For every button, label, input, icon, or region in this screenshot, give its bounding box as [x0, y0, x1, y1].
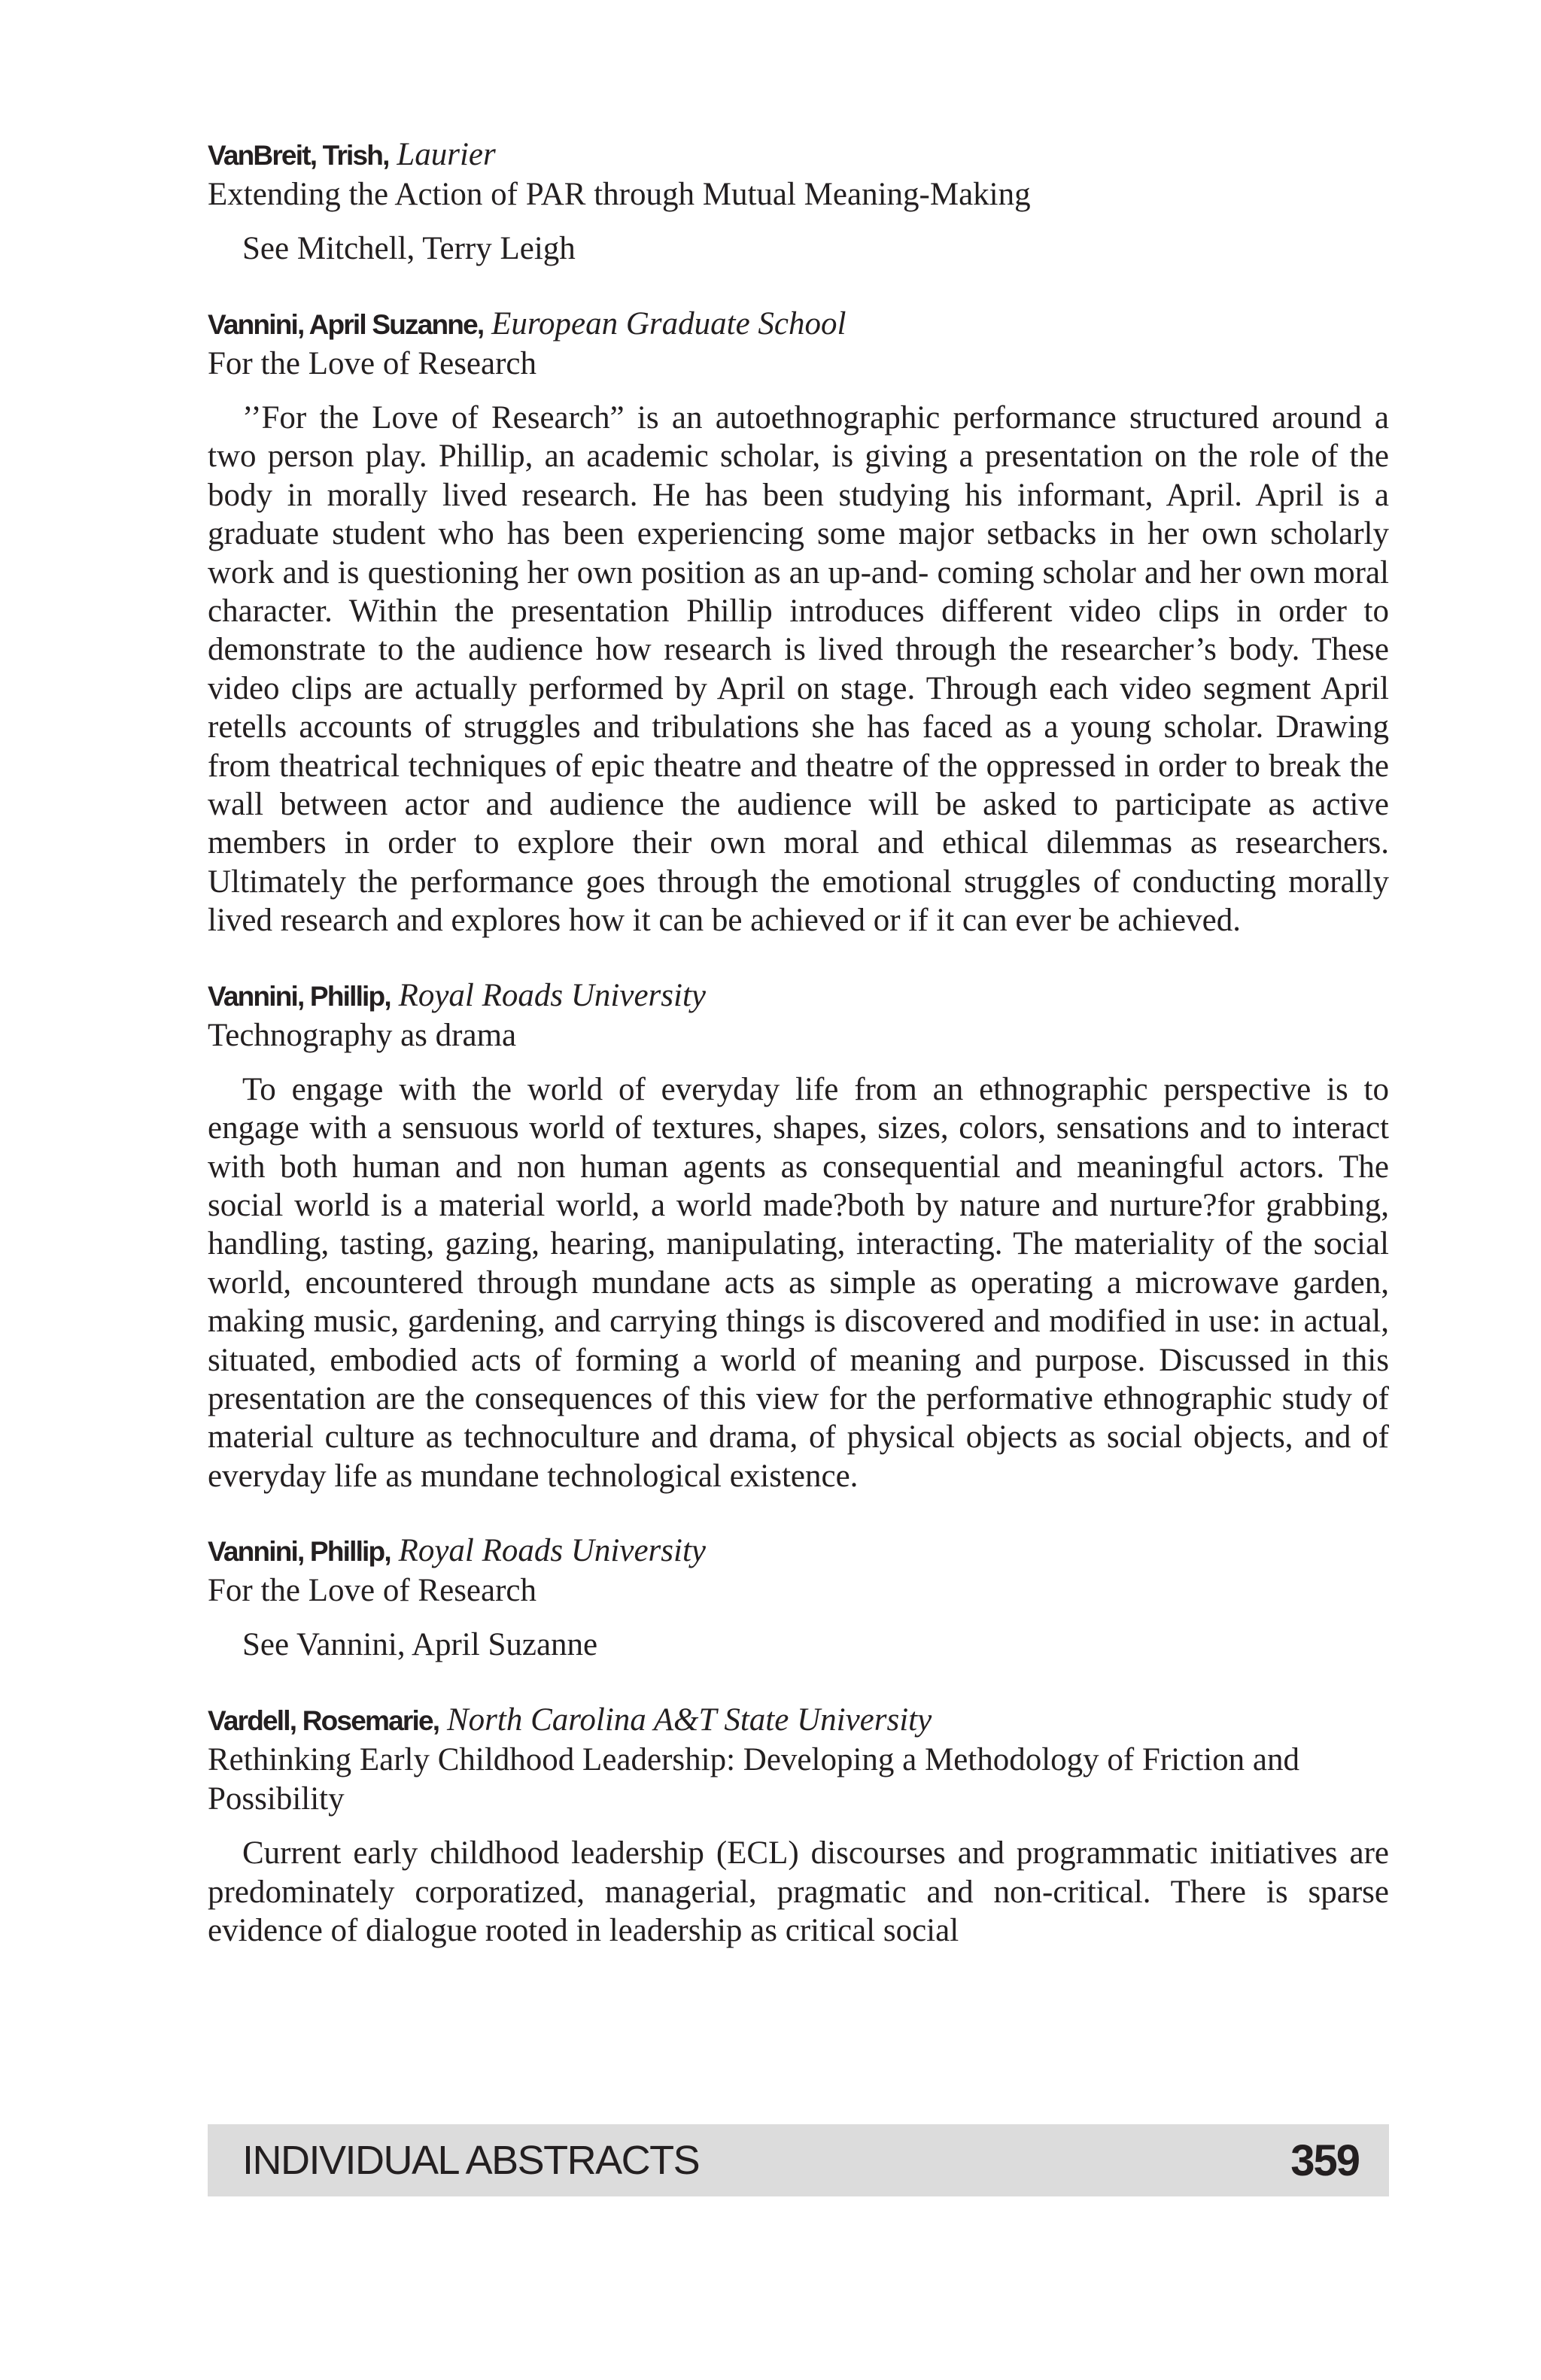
cross-reference: See Vannini, April Suzanne [242, 1627, 598, 1663]
author-line [208, 1701, 1389, 1741]
abstract-entry [208, 1701, 1389, 1950]
author-line [208, 135, 1389, 175]
page-number: 359 [1290, 2136, 1359, 2185]
author-name: Vannini, Phillip, [208, 980, 391, 1012]
affiliation: North Carolina A&T State University [446, 1702, 932, 1738]
section-label: INDIVIDUAL ABSTRACTS [242, 2138, 700, 2183]
author-name: Vardell, Rosemarie, [208, 1705, 439, 1737]
abstract-entry [208, 1532, 1389, 1665]
author-name: Vannini, April Suzanne, [208, 309, 484, 340]
paper-title: For the Love of Research [208, 1573, 537, 1609]
abstract-text: To engage with the world of everyday life from an ethnographic perspective is to engage with a sensuous world of textures, shapes, sizes, colors, sensations and to interact with both human and non human agents as consequential and meaningful actors. The social world is a material world, a world made?both by nature and nurture?for grabbing, handling, tasting, gazing, hearing, manipulating, interacting. The materiality of the social world, encountered through mundane acts as simple as operating a microwave garden, making music, gardening, and carrying things is discovered and modified in use: in actual, situated, embodied acts of forming a world of meaning and purpose. Discussed in this presentation are the consequences of this view for the performative ethnographic study of material culture as technoculture and drama, of physical objects as social objects, and of everyday life as mundane technological existence. [208, 1071, 1389, 1494]
abstract-entry [208, 305, 1389, 940]
author-name: Vannini, Phillip, [208, 1536, 391, 1568]
abstract-text: Current early childhood leadership (ECL) discourses and programmatic initiatives are predominately corporatized, managerial, pragmatic and non-critical. There is sparse evidence of dialogue rooted in leadership as critical social [208, 1835, 1389, 1948]
affiliation: Royal Roads University [398, 977, 706, 1013]
author-line [208, 305, 1389, 345]
abstracts-page [208, 135, 1389, 1986]
paper-title: Extending the Action of PAR through Mutual Meaning-Making [208, 177, 1031, 212]
affiliation: Laurier [397, 137, 496, 172]
abstract-entry [208, 976, 1389, 1495]
author-line [208, 1532, 1389, 1571]
abstract-entry [208, 135, 1389, 269]
paper-title: For the Love of Research [208, 346, 537, 381]
abstract-text: ’’For the Love of Research” is an autoethnographic performance structured around a two person play. Phillip, an academic scholar, is giving a presentation on the role of the body in morally lived research. He has been studying his informant, April. April is a graduate student who has been experiencing some major setbacks in her own scholarly work and is questioning her own position as an up-and- coming scholar and her own moral character. Within the presentation Phillip introduces different video clips in order to demonstrate to the audience how research is lived through the researcher’s body. These video clips are actually performed by April on stage. Through each video segment April retells accounts of struggles and tribulations she has faced as a young scholar. Drawing from theatrical techniques of epic theatre and theatre of the oppressed in order to break the wall between actor and audience the audience will be asked to participate as active members in order to explore their own moral and ethical dilemmas as researchers. Ultimately the performance goes through the emotional struggles of conducting morally lived research and explores how it can be achieved or if it can ever be achieved. [208, 400, 1389, 939]
paper-title: Rethinking Early Childhood Leadership: Developing a Methodology of Friction and Possibility [208, 1742, 1299, 1817]
page-footer [208, 2124, 1389, 2196]
affiliation: Royal Roads University [398, 1533, 706, 1569]
author-line [208, 976, 1389, 1016]
author-name: VanBreit, Trish, [208, 140, 389, 171]
cross-reference: See Mitchell, Terry Leigh [242, 231, 576, 266]
affiliation: European Graduate School [491, 306, 846, 342]
paper-title: Technography as drama [208, 1017, 517, 1053]
